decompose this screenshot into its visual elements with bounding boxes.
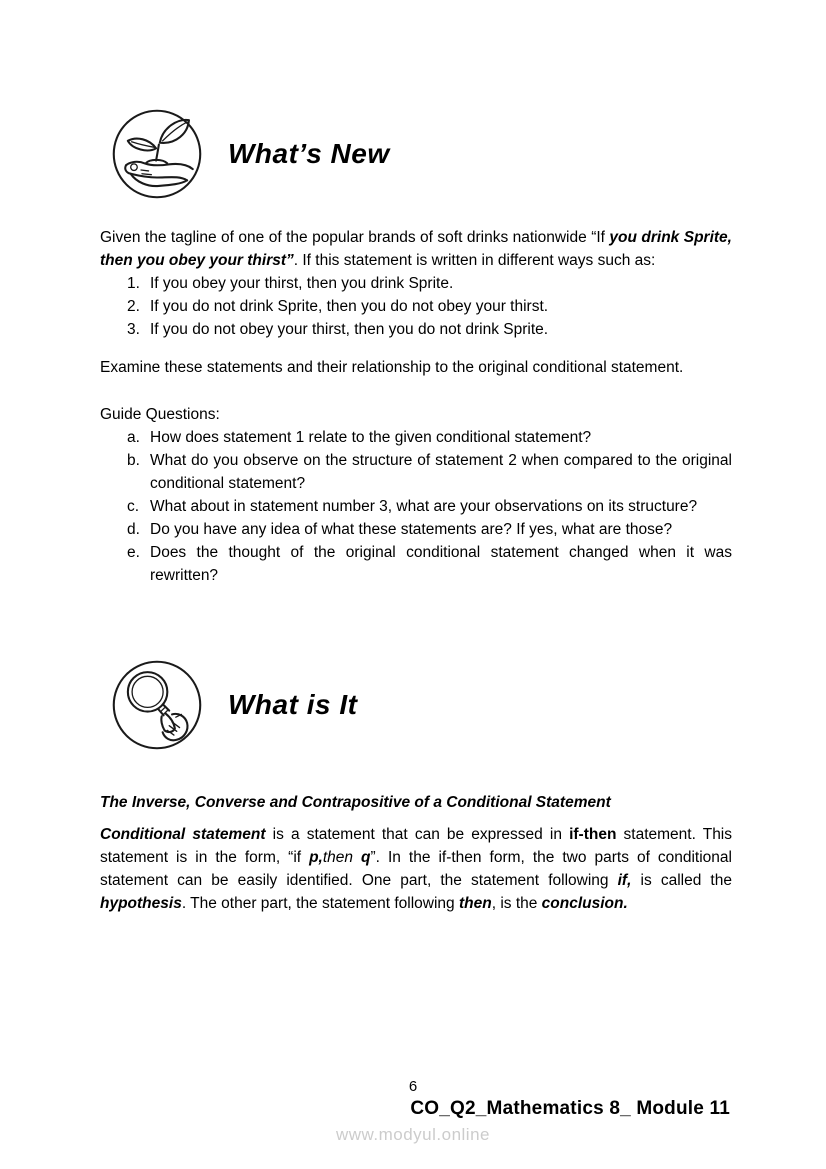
- guide-question-letter: c.: [127, 498, 140, 515]
- statement-item: [127, 318, 732, 341]
- statement-item: [127, 295, 732, 318]
- what-is-it-content: [100, 791, 732, 915]
- statement-text: If you do not drink Sprite, then you do not obey your thirst.: [150, 298, 549, 315]
- topic-heading: The Inverse, Converse and Contrapositive of a Conditional Statement: [100, 794, 611, 811]
- whats-new-content: [100, 226, 732, 587]
- statement-text: If you do not obey your thirst, then you do not drink Sprite.: [150, 321, 549, 338]
- guide-question-item: [127, 449, 732, 495]
- guide-question-item: [127, 426, 732, 449]
- section-title: What’s New: [228, 138, 390, 169]
- conditional-statement-paragraph: Conditional statement is a statement that can be expressed in if-then statement. This statement is in the form, “if p,then q”. In the if-then form, the two parts of conditional statement can be easily identified. One part, the statement following if, is called the hypothesis. The other part, the statement following then, is the conclusion.: [100, 826, 733, 912]
- guide-questions-label: Guide Questions:: [100, 406, 220, 423]
- section-header-whats-new: [110, 107, 390, 201]
- sprout-in-hand-icon: [110, 107, 204, 201]
- statement-number: 2.: [127, 298, 140, 315]
- guide-question-text: Does the thought of the original conditional statement changed when it was rewritten?: [150, 544, 732, 584]
- statements-list: [100, 272, 732, 341]
- guide-question-item: [127, 541, 732, 587]
- guide-question-text: Do you have any idea of what these statements are? If yes, what are those?: [150, 521, 673, 538]
- guide-question-letter: d.: [127, 521, 140, 538]
- guide-questions-list: [100, 426, 732, 587]
- page-number: 6: [408, 1078, 418, 1095]
- guide-question-letter: a.: [127, 429, 140, 446]
- guide-question-text: What about in statement number 3, what are your observations on its structure?: [150, 498, 698, 515]
- examine-paragraph: Examine these statements and their relationship to the original conditional statement.: [100, 359, 684, 376]
- magnifier-in-hand-icon: [110, 658, 204, 752]
- guide-question-letter: b.: [127, 452, 140, 469]
- guide-question-text: What do you observe on the structure of statement 2 when compared to the original conditional statement?: [150, 452, 732, 492]
- guide-question-item: [127, 495, 732, 518]
- statement-item: [127, 272, 732, 295]
- guide-question-letter: e.: [127, 544, 140, 561]
- section-title: What is It: [228, 689, 358, 720]
- statement-number: 1.: [127, 275, 140, 292]
- statement-text: If you obey your thirst, then you drink Sprite.: [150, 275, 454, 292]
- guide-question-item: [127, 518, 732, 541]
- statement-number: 3.: [127, 321, 140, 338]
- watermark: www.modyul.online: [335, 1125, 490, 1144]
- intro-paragraph: Given the tagline of one of the popular brands of soft drinks nationwide “If you drink Sprite, then you obey your thirst”. If this statement is written in different ways such as:: [100, 229, 732, 269]
- module-footer-label: CO_Q2_Mathematics 8_ Module 11: [410, 1098, 730, 1119]
- section-header-what-is-it: [110, 658, 357, 752]
- guide-question-text: How does statement 1 relate to the given conditional statement?: [150, 429, 592, 446]
